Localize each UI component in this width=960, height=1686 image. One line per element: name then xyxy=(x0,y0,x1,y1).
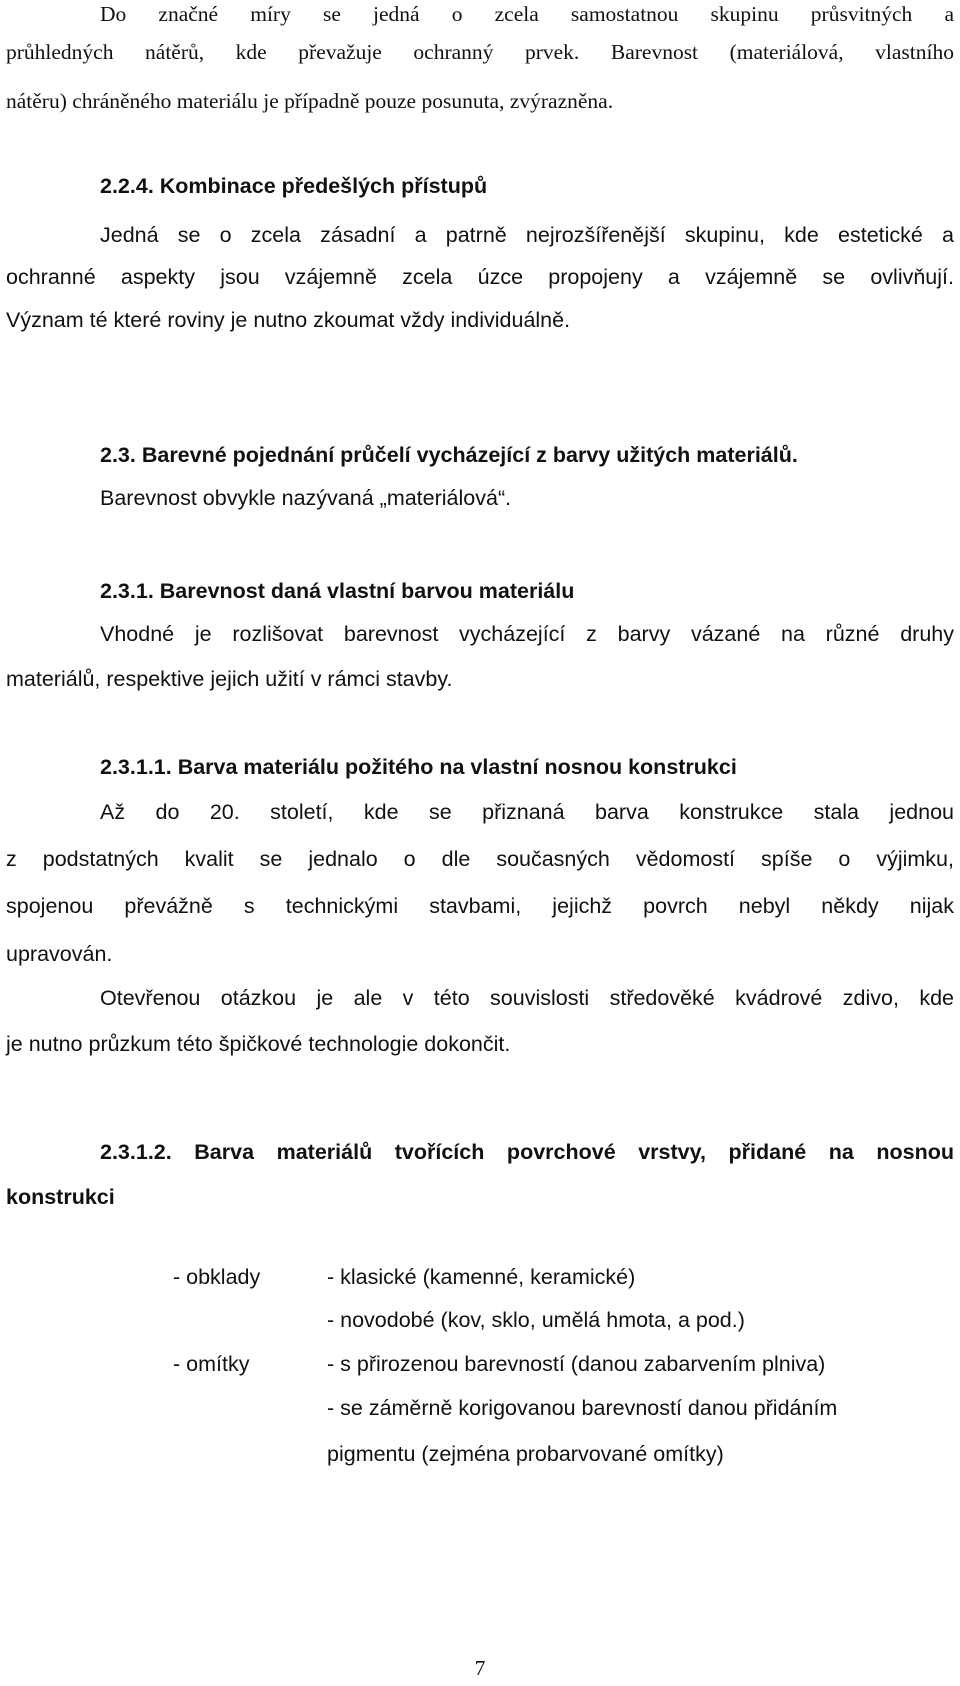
paragraph-line: Význam té které roviny je nutno zkoumat vždy individuálně. xyxy=(6,308,571,332)
paragraph-line: z podstatných kvalit se jednalo o dle současných vědomostí spíše o výjimku, xyxy=(6,847,954,871)
paragraph-line: materiálů, respektive jejich užití v rámci stavby. xyxy=(6,667,453,691)
list-label-obklady: - obklady xyxy=(173,1265,261,1289)
paragraph-line: je nutno průzkum této špičkové technologie dokončit. xyxy=(6,1032,511,1056)
paragraph-line: Otevřenou otázkou je ale v této souvislosti středověké kvádrové zdivo, kde xyxy=(100,986,954,1010)
paragraph-line: upravován. xyxy=(6,942,113,966)
section-heading-2-2-4: 2.2.4. Kombinace předešlých přístupů xyxy=(100,174,488,198)
section-heading-2-3-1: 2.3.1. Barevnost daná vlastní barvou materiálu xyxy=(100,579,575,603)
list-label-omitky: - omítky xyxy=(173,1352,250,1376)
paragraph-line: spojenou převážně s technickými stavbami, jejichž povrch nebyl někdy nijak xyxy=(6,894,954,918)
paragraph-line: Jedná se o zcela zásadní a patrně nejrozšířenější skupinu, kde estetické a xyxy=(100,223,954,247)
paragraph-line: Barevnost obvykle nazývaná „materiálová“. xyxy=(100,486,512,510)
list-item: - se záměrně korigovanou barevností danou přidáním xyxy=(327,1396,838,1420)
list-item: - novodobé (kov, sklo, umělá hmota, a pod.) xyxy=(327,1308,745,1332)
paragraph-line: Až do 20. století, kde se přiznaná barva konstrukce stala jednou xyxy=(100,800,954,824)
page-number: 7 xyxy=(474,1656,486,1680)
list-item: - s přirozenou barevností (danou zabarvením plniva) xyxy=(327,1352,826,1376)
paragraph-line: průhledných nátěrů, kde převažuje ochranný prvek. Barevnost (materiálová, vlastního xyxy=(6,40,954,64)
paragraph-line: Do značné míry se jedná o zcela samostatnou skupinu průsvitných a xyxy=(100,2,954,26)
section-heading-2-3-1-2-cont: konstrukci xyxy=(6,1185,115,1209)
paragraph-line: nátěru) chráněného materiálu je případně pouze posunuta, zvýrazněna. xyxy=(6,89,614,113)
section-heading-2-3-1-1: 2.3.1.1. Barva materiálu požitého na vlastní nosnou konstrukci xyxy=(100,755,737,779)
paragraph-line: ochranné aspekty jsou vzájemně zcela úzce propojeny a vzájemně se ovlivňují. xyxy=(6,265,954,289)
section-heading-2-3-1-2: 2.3.1.2. Barva materiálů tvořících povrchové vrstvy, přidané na nosnou xyxy=(100,1140,954,1164)
list-item: - klasické (kamenné, keramické) xyxy=(327,1265,636,1289)
list-item: pigmentu (zejména probarvované omítky) xyxy=(327,1442,724,1466)
paragraph-line: Vhodné je rozlišovat barevnost vycházející z barvy vázané na různé druhy xyxy=(100,622,954,646)
section-heading-2-3: 2.3. Barevné pojednání průčelí vycházející z barvy užitých materiálů. xyxy=(100,443,798,467)
